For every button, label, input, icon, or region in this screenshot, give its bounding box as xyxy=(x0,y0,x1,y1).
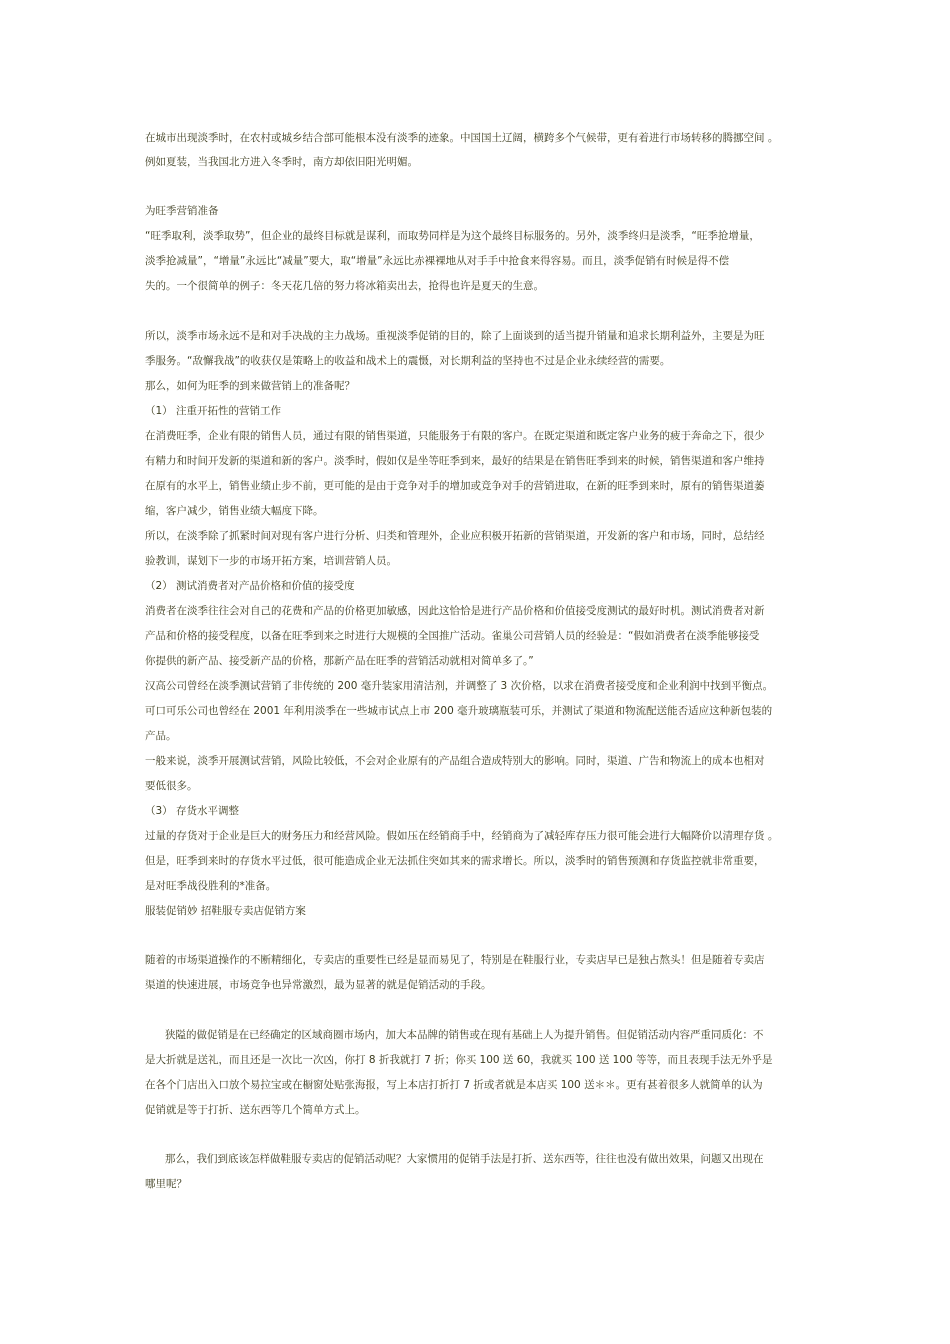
paragraph-line: 可口可乐公司也曾经在 2001 年利用淡季在一些城市试点上市 200 毫升玻璃瓶装可乐，并测试了渠道和物流配送能否适应这种新包装的 xyxy=(145,705,773,717)
subsection-heading: （2） 测试消费者对产品价格和价值的接受度 xyxy=(145,580,355,592)
paragraph-line: 产品和价格的接受程度，以备在旺季到来之时进行大规模的全国推广活动。雀巢公司营销人员的经验是：“假如消费者在淡季能够接受 xyxy=(145,630,760,642)
paragraph-line: 汉高公司曾经在淡季测试营销了非传统的 200 毫升装家用清洁剂，并调整了 3 次价格，以求在消费者接受度和企业利润中找到平衡点。 xyxy=(145,680,774,692)
paragraph-line: 狭隘的做促销是在已经确定的区域商圈市场内，加大本品牌的销售或在现有基础上人为提升销售。但促销活动内容严重同质化：不 xyxy=(165,1029,764,1041)
paragraph-line: 随着的市场渠道操作的不断精细化，专卖店的重要性已经是显而易见了，特别是在鞋服行业，专卖店早已是独占熬头！但是随着专卖店 xyxy=(145,954,765,966)
paragraph-line: 那么，我们到底该怎样做鞋服专卖店的促销活动呢？大家惯用的促销手法是打折、送东西等，往往也没有做出效果，问题又出现在 xyxy=(165,1153,764,1165)
paragraph-line: 在城市出现淡季时，在农村或城乡结合部可能根本没有淡季的迹象。中国国土辽阔，横跨多个气候带，更有着进行市场转移的腾挪空间 。 xyxy=(145,132,779,144)
paragraph-line: 是大折就是送礼，而且还是一次比一次凶，你打 8 折我就打 7 折；你买 100 送 60，我就买 100 送 100 等等，而且表现手法无外乎是 xyxy=(145,1054,773,1066)
paragraph-line: 促销就是等于打折、送东西等几个简单方式上。 xyxy=(145,1104,366,1116)
paragraph-line: 在原有的水平上，销售业绩止步不前，更可能的是由于竞争对手的增加或竞争对手的营销进取，在新的旺季到来时，原有的销售渠道萎 xyxy=(145,480,765,492)
paragraph-line: 要低很多。 xyxy=(145,780,198,792)
paragraph-line: 所以，淡季市场永远不是和对手决战的主力战场。重视淡季促销的目的，除了上面谈到的适当提升销量和追求长期利益外，主要是为旺 xyxy=(145,330,765,342)
paragraph-line: 淡季抢减量”，“增量”永远比“减量”要大，取“增量”永远比赤裸裸地从对手手中抢食来得容易。而且，淡季促销有时候是得不偿 xyxy=(145,255,730,267)
section-heading: 为旺季营销准备 xyxy=(145,205,219,217)
paragraph-line: 所以，在淡季除了抓紧时间对现有客户进行分析、归类和管理外，企业应积极开拓新的营销渠道，开发新的客户和市场，同时，总结经 xyxy=(145,530,765,542)
paragraph-line: 有精力和时间开发新的渠道和新的客户。淡季时，假如仅是坐等旺季到来，最好的结果是在销售旺季到来的时候，销售渠道和客户维持 xyxy=(145,455,765,467)
paragraph-line: 渠道的快速进展，市场竞争也异常激烈，最为显著的就是促销活动的手段。 xyxy=(145,979,492,991)
paragraph-line: 哪里呢？ xyxy=(145,1178,187,1190)
article-title: 服装促销妙 招鞋服专卖店促销方案 xyxy=(145,905,306,917)
paragraph-line: 消费者在淡季往往会对自己的花费和产品的价格更加敏感，因此这恰恰是进行产品价格和价值接受度测试的最好时机。测试消费者对新 xyxy=(145,605,765,617)
paragraph-line: 产品。 xyxy=(145,730,177,742)
paragraph-line: 在各个门店出入口放个易拉宝或在橱窗处贴张海报，写上本店打折打 7 折或者就是本店买 100 送＊＊。更有甚着很多人就简单的认为 xyxy=(145,1079,763,1091)
paragraph-line: 验教训，谋划下一步的市场开拓方案，培训营销人员。 xyxy=(145,555,397,567)
paragraph-line: 过量的存货对于企业是巨大的财务压力和经营风险。假如压在经销商手中，经销商为了减轻库存压力很可能会进行大幅降价以清理存货 。 xyxy=(145,830,779,842)
subsection-heading: （1） 注重开拓性的营销工作 xyxy=(145,405,282,417)
paragraph-line: 缩，客户减少，销售业绩大幅度下降。 xyxy=(145,505,324,517)
paragraph-line: 是对旺季战役胜利的*准备。 xyxy=(145,880,277,892)
paragraph-line: 季服务。“敌懈我战”的收获仅是策略上的收益和战术上的震慑，对长期利益的坚持也不过是企业永续经营的需要。 xyxy=(145,355,671,367)
paragraph-line: 例如夏装，当我国北方进入冬季时，南方却依旧阳光明媚。 xyxy=(145,156,418,168)
subsection-heading: （3） 存货水平调整 xyxy=(145,805,240,817)
paragraph-line: 一般来说，淡季开展测试营销，风险比较低，不会对企业原有的产品组合造成特别大的影响。同时，渠道、广告和物流上的成本也相对 xyxy=(145,755,765,767)
paragraph-line: 在消费旺季，企业有限的销售人员，通过有限的销售渠道，只能服务于有限的客户。在既定渠道和既定客户业务的疲于奔命之下，很少 xyxy=(145,430,765,442)
paragraph-line: 但是，旺季到来时的存货水平过低，很可能造成企业无法抓住突如其来的需求增长。所以，淡季时的销售预测和存货监控就非常重要， xyxy=(145,855,765,867)
paragraph-line: “旺季取利，淡季取势”，但企业的最终目标就是谋利，而取势同样是为这个最终目标服务的。另外，淡季终归是淡季，“旺季抢增量， xyxy=(145,230,760,242)
paragraph-line: 你提供的新产品、接受新产品的价格，那新产品在旺季的营销活动就相对简单多了。” xyxy=(145,655,534,667)
paragraph-line: 那么，如何为旺季的到来做营销上的准备呢？ xyxy=(145,380,355,392)
paragraph-line: 失的。一个很简单的例子：冬天花几倍的努力将冰箱卖出去，抢得也许是夏天的生意。 xyxy=(145,280,544,292)
